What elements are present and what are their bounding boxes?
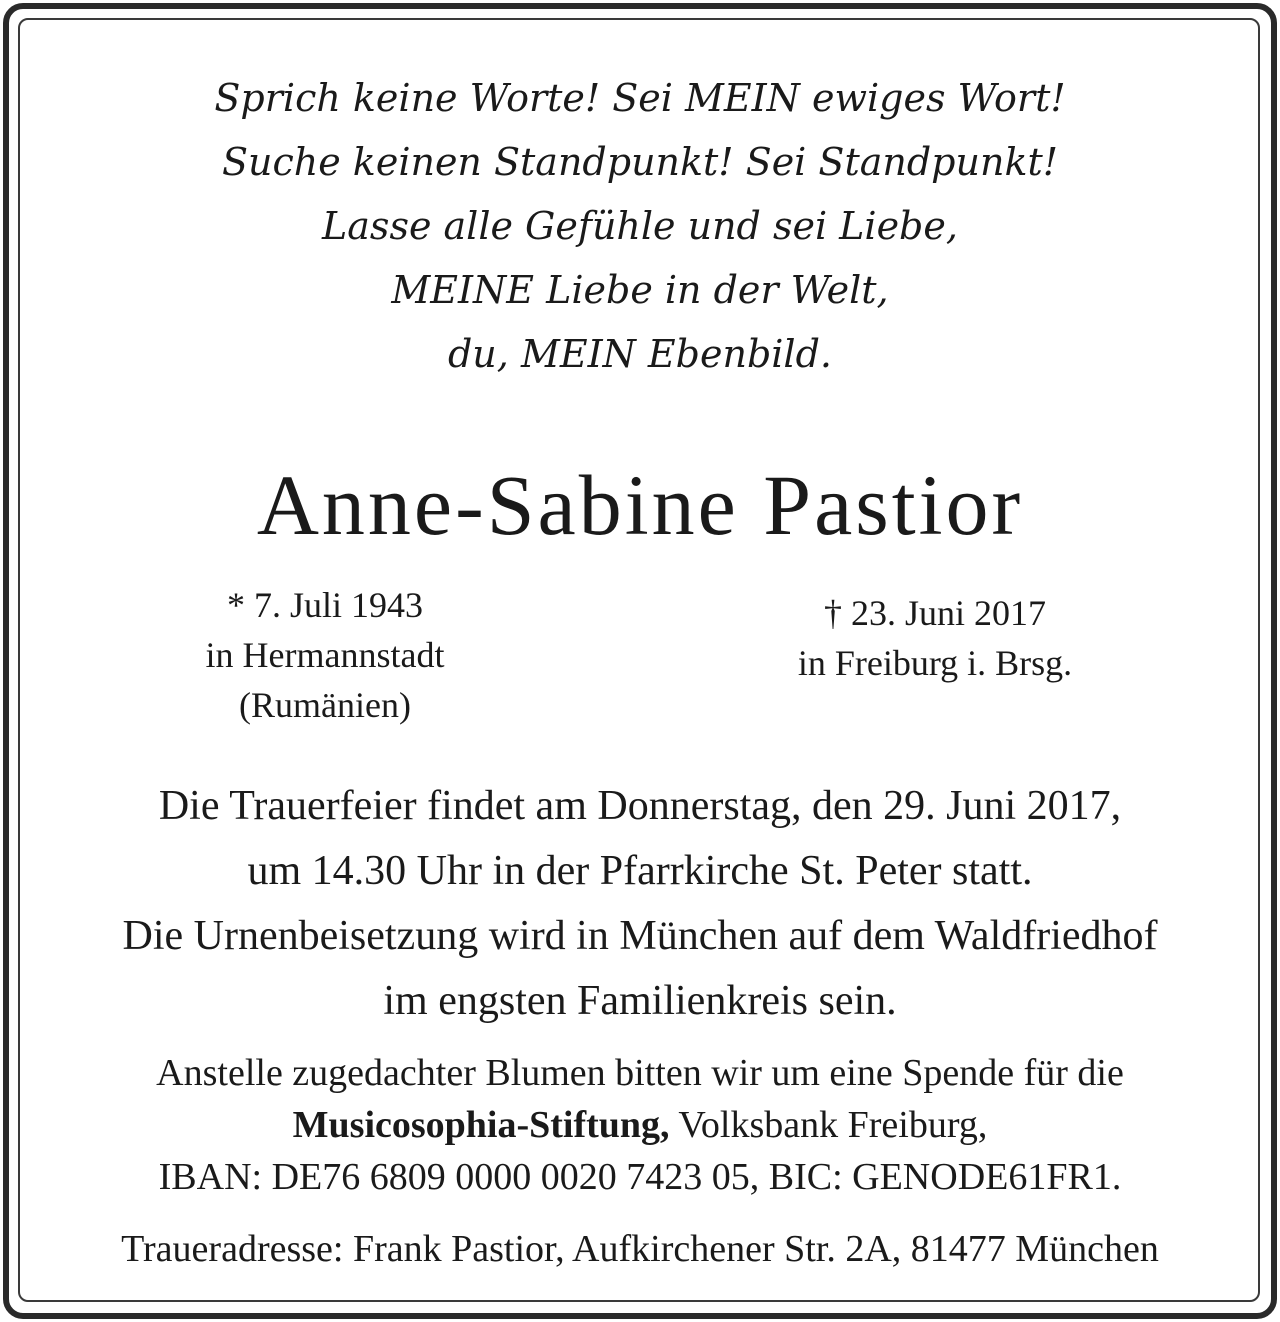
mourning-address: Traueradresse: Frank Pastior, Aufkirchener Str. 2A, 81477 München <box>121 1228 1159 1270</box>
poem-line: Suche keinen Standpunkt! Sei Standpunkt! <box>221 140 1059 184</box>
poem-line: Lasse alle Gefühle und sei Liebe, <box>322 204 958 248</box>
poem-line: Sprich keine Worte! Sei MEIN ewiges Wort! <box>214 76 1066 120</box>
service-line: Die Urnenbeisetzung wird in München auf dem Waldfriedhof <box>122 913 1158 959</box>
donation-info <box>0 1047 1280 1203</box>
birth-place: in Hermannstadt <box>205 635 445 675</box>
donation-line: Anstelle zugedachter Blumen bitten wir um eine Spende für die <box>156 1052 1124 1094</box>
birth-info <box>130 580 520 730</box>
service-line: im engsten Familienkreis sein. <box>383 978 897 1024</box>
bank-name: Volksbank Freiburg, <box>678 1104 988 1146</box>
iban-line: IBAN: DE76 6809 0000 0020 7423 05, BIC: GENODE61FR1. <box>158 1156 1122 1198</box>
service-line: Die Trauerfeier findet am Donnerstag, den 29. Juni 2017, <box>158 783 1122 829</box>
service-info <box>0 774 1280 1034</box>
service-line: um 14.30 Uhr in der Pfarrkirche St. Peter statt. <box>247 848 1033 894</box>
death-place: in Freiburg i. Brsg. <box>797 643 1073 683</box>
deceased-name: Anne-Sabine Pastior <box>256 457 1024 553</box>
poem <box>0 66 1280 386</box>
poem-line: du, MEIN Ebenbild. <box>447 332 832 376</box>
death-info <box>740 588 1130 688</box>
foundation-name: Musicosophia-Stiftung, <box>292 1104 670 1146</box>
birth-date: * 7. Juli 1943 <box>226 585 423 625</box>
birth-country: (Rumänien) <box>239 685 411 725</box>
donation-bank-line <box>0 1099 1280 1151</box>
death-date: † 23. Juni 2017 <box>823 593 1046 633</box>
poem-line: MEINE Liebe in der Welt, <box>391 268 889 312</box>
